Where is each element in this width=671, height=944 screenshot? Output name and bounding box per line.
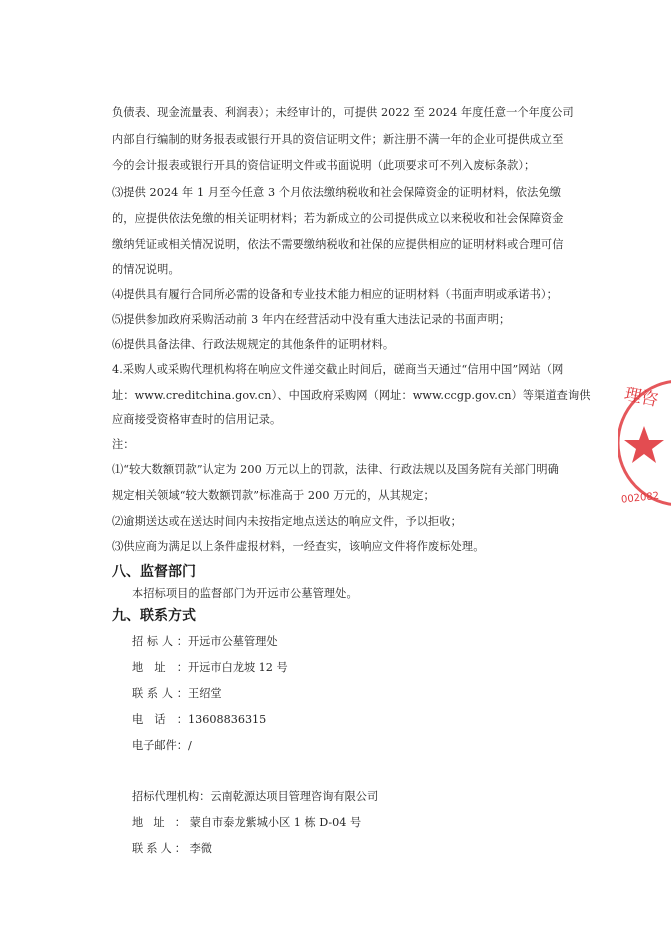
paragraph-line: 缴纳凭证或相关情况说明，依法不需要缴纳税收和社保的应提供相应的证明材料或合理可信 xyxy=(112,238,564,251)
note-heading: 注： xyxy=(112,438,135,451)
buyer-email-row: 电子邮件：/ xyxy=(132,739,192,752)
agency-address-row xyxy=(132,815,361,831)
seal-number-text: 002082 xyxy=(620,490,660,506)
buyer-address-value: 开远市白龙坡 12 号 xyxy=(188,661,288,674)
buyer-name-row xyxy=(132,634,278,650)
buyer-name-value: 开远市公墓管理处 xyxy=(188,635,278,648)
buyer-phone-value: 13608836315 xyxy=(188,713,267,726)
agency-address-value: 蒙自市泰龙紫城小区 1 栋 D-04 号 xyxy=(189,816,362,829)
supervision-text: 本招标项目的监督部门为开远市公墓管理处。 xyxy=(132,587,358,600)
agency-name-label: 招标代理机构： xyxy=(132,790,211,803)
section-heading-contact: 九、联系方式 xyxy=(112,608,196,624)
buyer-phone-label: 电话： xyxy=(132,713,188,726)
buyer-address-label: 地址： xyxy=(132,661,188,674)
buyer-phone-row xyxy=(132,712,266,728)
paragraph-line: 规定相关领域“较大数额罚款”标准高于 200 万元的，从其规定； xyxy=(112,489,435,502)
section-heading-supervision: 八、监督部门 xyxy=(112,564,196,580)
paragraph-line: ⑹提供具备法律、行政法规规定的其他条件的证明材料。 xyxy=(112,338,395,351)
official-seal-stamp xyxy=(618,368,671,518)
agency-name-value: 云南乾源达项目管理咨询有限公司 xyxy=(210,790,379,803)
buyer-contact-label: 联系人： xyxy=(132,687,188,700)
seal-top-text: 理咨 xyxy=(622,384,660,411)
paragraph-line: 的，应提供依法免缴的相关证明材料；若为新成立的公司提供成立以来税收和社会保障资金 xyxy=(112,212,564,225)
paragraph-line: 内部自行编制的财务报表或银行开具的资信证明文件；新注册不满一年的企业可提供成立至 xyxy=(112,133,564,146)
agency-contact-value: 李微 xyxy=(189,842,212,855)
buyer-contact-value: 王绍堂 xyxy=(188,687,222,700)
buyer-name-label: 招标人： xyxy=(132,635,188,648)
paragraph-line: ⑵逾期送达或在送达时间内未按指定地点送达的响应文件，予以拒收； xyxy=(112,515,462,528)
paragraph-line: ⑴“较大数额罚款”认定为 200 万元以上的罚款，法律、行政法规以及国务院有关部门明确 xyxy=(112,463,559,476)
paragraph-line: ⑷提供具有履行合同所必需的设备和专业技术能力相应的证明材料（书面声明或承诺书）； xyxy=(112,288,558,301)
paragraph-line: 应商接受资格审查时的信用记录。 xyxy=(112,413,282,426)
agency-contact-label: 联系人： xyxy=(132,842,186,855)
agency-name-row xyxy=(132,789,378,805)
buyer-address-row xyxy=(132,660,288,676)
agency-contact-row xyxy=(132,841,212,857)
buyer-contact-row xyxy=(132,686,222,702)
paragraph-line: ⑶提供 2024 年 1 月至今任意 3 个月依法缴纳税收和社会保障资金的证明材料，依法免缴 xyxy=(112,186,562,199)
paragraph-line: ⑶供应商为满足以上条件虚报材料，一经查实，该响应文件将作废标处理。 xyxy=(112,540,485,553)
paragraph-line: 今的会计报表或银行开具的资信证明文件或书面说明（此项要求可不列入废标条款）； xyxy=(112,159,536,172)
paragraph-line: 的情况说明。 xyxy=(112,263,180,276)
paragraph-line: 4.采购人或采购代理机构将在响应文件递交截止时间后，磋商当天通过“信用中国”网站（网 xyxy=(112,363,564,376)
paragraph-line: 负债表、现金流量表、利润表）；未经审计的，可提供 2022 至 2024 年度任意一个年度公司 xyxy=(112,106,574,119)
agency-address-label: 地址： xyxy=(132,816,186,829)
paragraph-line: ⑸提供参加政府采购活动前 3 年内在经营活动中没有重大违法记录的书面声明； xyxy=(112,313,511,326)
seal-star-icon xyxy=(624,426,664,463)
paragraph-line: 址：www.creditchina.gov.cn）、中国政府采购网（网址：www.ccgp.gov.cn）等渠道查询供 xyxy=(112,389,591,402)
